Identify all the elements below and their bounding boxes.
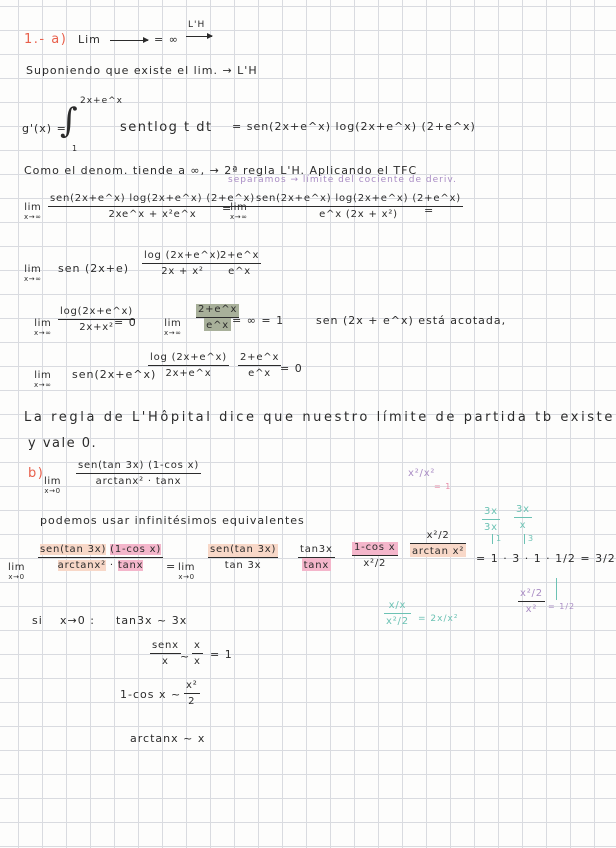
fraction-exp-3: 2+e^x e^x xyxy=(240,352,280,379)
fraction-senx: senx x xyxy=(152,640,179,667)
equals-infinity: = ∞ xyxy=(154,33,179,46)
lim-x-inf-5: lim x→∞ xyxy=(164,318,182,337)
lim-label: Lim xyxy=(78,33,101,46)
equals: = xyxy=(222,202,233,215)
lim-x-inf-2: lim x→∞ xyxy=(230,202,248,221)
fraction-step1: sen(2x+e^x) log(2x+e^x) (2+e^x) 2xe^x + x²e^x xyxy=(50,193,255,220)
side-2x-x2: = 2x/x² xyxy=(418,614,459,624)
equals-one: = ∞ = 1 xyxy=(232,314,285,327)
lim-x-inf: lim x→∞ xyxy=(24,202,42,221)
side-one: 1 xyxy=(496,534,503,543)
integrand: sentlog t dt xyxy=(120,120,213,135)
part-b-label: b) xyxy=(28,466,45,481)
side-line-1 xyxy=(492,534,493,544)
lim-x-inf-4: lim x→∞ xyxy=(34,318,52,337)
lim-x-0-3: lim x→0 xyxy=(178,562,196,581)
tilde: ~ xyxy=(180,650,191,663)
cos-equivalence: 1-cos x ~ xyxy=(120,688,182,701)
side-3x-3x: 3x 3x xyxy=(484,506,498,533)
separate-note: separamos → límite del cociente de deriv. xyxy=(228,175,457,185)
integral-lower: 1 xyxy=(72,144,79,153)
fraction-tan-ratio: tan3x tanx xyxy=(300,544,333,571)
fraction-part-b: sen(tan 3x) (1-cos x) arctanx² · tanx xyxy=(78,460,200,487)
fraction-exp-2: 2+e^x e^x xyxy=(198,304,238,331)
bounded-note: sen (2x + e^x) está acotada, xyxy=(316,314,507,327)
lhopital-arrow xyxy=(186,36,212,37)
fraction-cos: 1-cos x x²/2 xyxy=(354,542,396,569)
integral-upper: 2x+e^x xyxy=(80,96,123,106)
conclusion-text: La regla de L'Hôpital dice que nuestro límite de partida tb existe xyxy=(24,410,615,425)
x-to-0: x→0 : xyxy=(60,614,95,627)
side-3x-x: 3x x xyxy=(516,504,530,531)
lim-x-inf-6: lim x→∞ xyxy=(34,370,52,389)
equals-zero-2: = 0 xyxy=(280,362,303,375)
side-x2-half: x²/2 x² xyxy=(520,588,543,615)
derivative-g: g'(x) = xyxy=(22,122,67,135)
fraction-sin-tan: sen(tan 3x) tan 3x xyxy=(210,544,277,571)
fraction-log-2: log(2x+e^x) 2x+x² xyxy=(60,306,133,333)
lim-x-0: lim x→0 xyxy=(44,476,62,495)
sine-expr: sen (2x+e) xyxy=(58,262,130,275)
if-label: si xyxy=(32,614,43,627)
final-result: = 1 · 3 · 1 · 1/2 = 3/2 xyxy=(476,552,616,565)
part-a-label: 1.- a) xyxy=(24,32,68,47)
side-three: 3 xyxy=(528,534,535,543)
sine-expr-2: sen(2x+e^x) xyxy=(72,368,157,381)
equals-zero: = 0 xyxy=(114,316,137,329)
assumption-text: Suponiendo que existe el lim. → L'H xyxy=(26,64,258,77)
fraction-log-3: log (2x+e^x) 2x+e^x xyxy=(150,352,227,379)
fraction-log: log (2x+e^x) 2x + x² xyxy=(144,250,221,277)
equals: = xyxy=(166,560,177,573)
arctan-equivalence: arctanx ~ x xyxy=(130,732,206,745)
fraction-x2-2: x² 2 xyxy=(186,680,198,707)
side-equals-one: = 1 xyxy=(434,482,452,491)
side-note-x2: x²/x² xyxy=(408,468,436,479)
side-one-half: = 1/2 xyxy=(548,602,576,611)
fraction-x-x: x x xyxy=(194,640,201,667)
equals: = xyxy=(424,204,435,217)
fraction-highlighted: sen(tan 3x) (1-cos x) arctanx² · tanx xyxy=(40,544,162,571)
fraction-step2: sen(2x+e^x) log(2x+e^x) (2+e^x) e^x (2x + x²) xyxy=(256,193,461,220)
integral-sign: ∫ xyxy=(60,101,78,141)
conclusion-value: y vale 0. xyxy=(28,436,98,451)
fraction-arctan: x²/2 arctan x² xyxy=(412,530,465,557)
side-line-2 xyxy=(524,534,525,544)
arrow-line xyxy=(110,40,148,41)
lim-x-0-2: lim x→0 xyxy=(8,562,26,581)
side-line-3 xyxy=(556,578,557,600)
equals-one-2: = 1 xyxy=(210,648,233,661)
tfc-text: Como el denom. tiende a ∞, → 2ª regla L'H. Aplicando el TFC xyxy=(24,164,418,177)
lim-x-inf-3: lim x→∞ xyxy=(24,264,42,283)
tan-equivalence: tan3x ~ 3x xyxy=(116,614,188,627)
side-x-over-x2: x/x x²/2 xyxy=(386,600,409,627)
fraction-exp: 2+e^x e^x xyxy=(220,250,260,277)
lhopital-label: L'H xyxy=(188,20,206,30)
integral-result: = sen(2x+e^x) log(2x+e^x) (2+e^x) xyxy=(232,120,476,133)
equivalent-text: podemos usar infinitésimos equivalentes xyxy=(40,514,305,527)
